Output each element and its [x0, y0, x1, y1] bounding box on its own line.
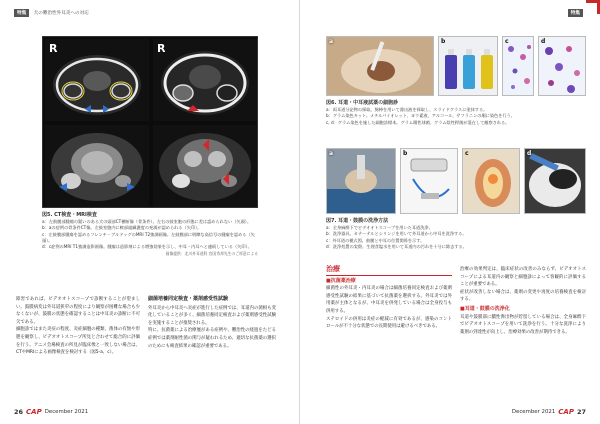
photo-ear-swab	[326, 36, 434, 96]
panel-label: R	[157, 42, 166, 55]
footer-left	[14, 408, 88, 416]
caption-line: a：両耳道分泌物の採取。綿棒を用いて滲出液を採取し、スライドグラスに塗抹する。	[326, 107, 488, 113]
photo-label: b	[441, 38, 446, 45]
caption-line: c：外耳道の模式図。鼓膜と中耳の位置関係を示す。	[326, 237, 425, 243]
magazine-logo: CAP	[26, 408, 42, 416]
photo-label: d	[541, 38, 546, 45]
photo-micro-d	[538, 36, 586, 96]
figure-7-caption	[326, 218, 586, 250]
running-head-right	[568, 9, 586, 17]
ct-panel-b	[153, 39, 257, 121]
running-head-text: 犬の難治性外耳炎への対応	[33, 11, 89, 16]
photo-flush-tools	[400, 148, 458, 214]
corner-decoration	[586, 0, 600, 14]
body-column-2	[148, 296, 276, 350]
paragraph: 障害であれば、ビデオオトスコープで診断することが望ましい。鼓膜病変は外耳道狭窄の程度により観察が困難な場合も少なくないが、鼓膜の状態を確認することは中耳炎の診断に不可欠である。	[16, 297, 140, 325]
caption-line: b：洗浄器具。カテーテルとシリンジを用いて外耳道から中耳を洗浄する。	[326, 231, 467, 237]
photo-label: c	[505, 38, 509, 45]
photo-label: b	[403, 150, 408, 157]
sub-heading: ■抗菌薬治療	[326, 277, 356, 284]
photo-label: a	[329, 150, 334, 157]
magazine-logo: CAP	[558, 408, 574, 416]
caption-line: a：左鼓膜部腫瘍の疑いのある犬の頭部CT横断像（骨条件）。左右の鼓室胞の形態に差は認められない（矢頭）。	[42, 219, 252, 225]
photo-stain-kit	[438, 36, 498, 96]
paragraph: ステロイドの併用は炎症の軽減に有効であるが、感染のコントロールが不十分な状態での長期使用は避けるべきである。	[326, 316, 452, 330]
issue-date: December 2021	[44, 409, 89, 415]
mri-panel-c	[45, 125, 149, 207]
paragraph: 症状が改善しない場合は、薬剤の変更や再度の培養検査を検討する。	[460, 289, 586, 303]
caption-line: a：全身麻酔下でビデオオトスコープを用いた耳道洗浄。	[326, 225, 433, 231]
caption-line: d：洗浄処置の実際。生理食塩水を用いて耳道内の汚れを十分に除去する。	[326, 243, 467, 249]
photo-micro-c	[502, 36, 534, 96]
photo-label: c	[465, 150, 469, 157]
page-number: 26	[14, 408, 24, 416]
right-page	[300, 0, 600, 424]
ct-panel-a	[45, 39, 149, 121]
body-column-1-right	[326, 266, 452, 331]
figure-title: 図7. 耳道・鼓膜の洗浄方法	[326, 218, 389, 224]
photo-ear-flush	[326, 148, 396, 214]
photo-label: a	[329, 38, 334, 45]
section-title: 治療	[326, 266, 452, 276]
caption-line: d：c症例のMRI T1強調造影画像。腫瘤は造影剤による増強効果を示し、中耳・内耳へと連続している（矢印）。	[42, 244, 252, 250]
paragraph: 治療の効果判定は、臨床症状の改善のみならず、ビデオオトスコープによる耳道内の観察と細胞診によって客観的に評価することが重要である。	[460, 267, 586, 288]
paragraph: 細胞診ではまた炎症の程度、炎症細胞の種類、菌体の有無や形態を観察し、ビデオオトスコープ所見と合わせて総合的に評価を行う。アニメ会場検査の所見が臨床像と一致しない場合は、CTやMRIによる画像検査を検討する（図5-a、c）。	[16, 327, 140, 356]
image-credit: 画像提供：北川外耳道科 宮国秀邦先生のご厚意による	[165, 251, 258, 257]
paragraph: 耳道や鼓膜部に膿性滲出物が貯留している場合は、全身麻酔下でビデオオトスコープを用いて洗浄を行う。十分な洗浄により薬剤の到達性が向上し、治療効果の改善が期待できる。	[460, 314, 586, 335]
issue-date: December 2021	[511, 409, 556, 415]
body-column-2-right	[460, 266, 586, 336]
figure-5-caption	[42, 212, 258, 257]
paragraph: 特に、抗菌薬による治療歴がある症例や、難治性の経過をたどる症例では薬剤耐性菌の関与が疑われるため、適切な抗菌薬の選択のためにも検査結果の確認が重要である。	[148, 328, 276, 349]
panel-label: R	[49, 42, 58, 55]
running-head-tag: 特集	[14, 9, 29, 17]
photo-label: d	[527, 150, 532, 157]
page-number: 27	[576, 408, 586, 416]
mri-panel-d	[153, 125, 257, 207]
footer-right	[512, 408, 586, 416]
ct-mri-figure	[42, 36, 258, 208]
sub-heading: ■耳道・鼓膜の洗浄化	[460, 305, 510, 312]
paragraph: 細菌性の外耳炎・内耳炎の場合は細菌培養同定検査および薬剤感受性試験の結果に基づいて抗菌薬を選択する。外耳炎では外用薬が主体となるが、中耳炎を併発している場合は全身投与も併用する。	[326, 286, 452, 314]
body-column-1	[16, 296, 140, 357]
figure-6-caption	[326, 100, 586, 126]
photo-dog-ear	[524, 148, 586, 214]
running-head-tag: 特集	[568, 9, 583, 17]
figure-title: 図5. CT検査・MRI検査	[42, 212, 97, 218]
running-head-left	[14, 9, 89, 17]
photo-ear-model	[462, 148, 520, 214]
caption-line: b：グラム染色キット。メチルバイオレット、ヨウ素液、アルコール、サフラニンの順に染色を行う。	[326, 113, 515, 119]
paragraph: 外耳炎から中耳炎へ炎症が進行した症例では、耳道内の菌相も変化していることが多く、細菌培養同定検査および薬剤感受性試験を実施することが推奨される。	[148, 305, 276, 326]
figure-title: 図6. 耳道・中耳液試薬の細胞診	[326, 100, 399, 106]
section-subheading: 細菌培養同定検査・薬剤感受性試験	[148, 296, 229, 302]
caption-line: c, d：グラム染色を施した細胞診標本。グラム陽性球菌、グラム陰性桿菌が混在して観察される。	[326, 119, 510, 125]
caption-line: c：左鼓膜部腫瘍を認めるフレンチ・ブルドッグのMRI T2強調画像。左鼓膜部に明瞭な高信号の腫瘤を認める（矢頭）。	[42, 231, 255, 243]
caption-line: b：aの症例の骨条件CT像。左鼓室胞内に軟部組織濃度の充満が認められる（矢印）。	[42, 225, 202, 231]
